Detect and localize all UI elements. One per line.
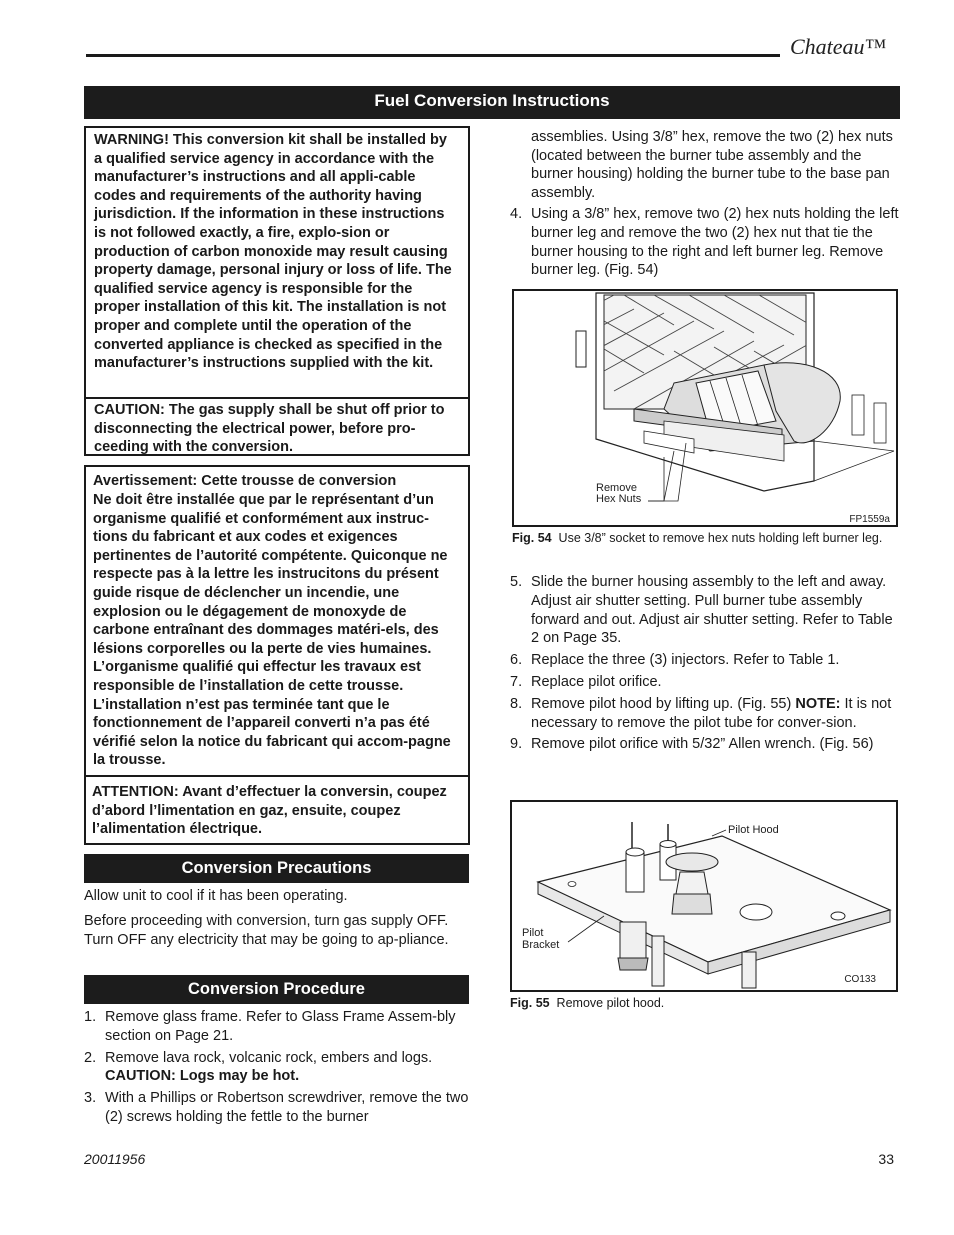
fig55-label-bracket-line2: Bracket xyxy=(522,939,560,951)
precautions-heading: Conversion Precautions xyxy=(84,854,469,883)
step-caution: CAUTION: Logs may be hot. xyxy=(105,1068,300,1085)
fig55-caption-text: Remove pilot hood. xyxy=(556,996,665,1010)
fireplace-burner-illustration xyxy=(514,291,896,525)
step-number: 8. xyxy=(510,695,523,712)
warning-box-english xyxy=(84,126,470,456)
step-number: 3. xyxy=(84,1090,97,1107)
fig55-caption-number: Fig. 55 xyxy=(510,996,550,1010)
fig55-label-hood: Pilot Hood xyxy=(728,824,779,836)
step-text: Remove pilot hood by lifting up. (Fig. 55) xyxy=(531,695,796,712)
fig54-code: FP1559a xyxy=(849,514,890,525)
step-number: 4. xyxy=(510,206,523,222)
fig54-label-line1: Remove xyxy=(596,482,637,494)
fig54-label-line2: Hex Nuts xyxy=(596,493,642,505)
step-note-text: It is not necessary to remove the pilot tube for conver-sion. xyxy=(531,695,892,731)
step-text: Remove glass frame. Refer to Glass Frame Assem-bly section on Page 21. xyxy=(105,1009,456,1044)
document-number: 20011956 xyxy=(84,1151,146,1167)
step-text: Replace the three (3) injectors. Refer to Table 1. xyxy=(531,652,840,669)
step-text: Replace pilot orifice. xyxy=(531,673,662,690)
list-item xyxy=(84,1049,469,1087)
header-rule xyxy=(86,54,780,57)
caution-text: CAUTION: The gas supply shall be shut off prior to disconnecting the electrical power, before pro-ceeding with the conversion. xyxy=(94,402,445,456)
list-item xyxy=(510,205,902,280)
page-number: 33 xyxy=(878,1151,894,1167)
precautions-paragraph-1: Allow unit to cool if it has been operating. xyxy=(84,888,348,904)
step-number: 5. xyxy=(510,574,523,590)
french-attention-text: ATTENTION: Avant d’effectuer la conversin, coupez d’abord l’limentation en gaz, ensuite, coupez l’alimentation électrique. xyxy=(92,784,447,838)
fig54-caption-text: Use 3/8” socket to remove hex nuts holding left burner leg. xyxy=(558,531,883,545)
step-number: 1. xyxy=(84,1009,97,1025)
step-number: 6. xyxy=(510,652,523,669)
fig55-label-bracket-line1: Pilot xyxy=(522,927,544,939)
warning-text: WARNING! This conversion kit shall be installed by a qualified service agency in accordance with the manufacturer’s instructions and all appli-cable codes and requirements of the authority having jurisdiction. If the information in these instructions is not followed exactly, a fire, explo-sion or production of carbon monoxide may result causing property damage, personal injury or loss of life. The qualified service agency is responsible for the proper installation of this kit. The installation is not proper and complete until the operation of the converted appliance is checked as specified in the manufacturer’s instructions supplied with the kit. xyxy=(94,132,452,372)
brand-name: Chateau™ xyxy=(790,34,887,59)
procedure-heading: Conversion Procedure xyxy=(84,975,469,1004)
list-item xyxy=(84,1008,469,1046)
fig55-caption xyxy=(510,995,898,1011)
fig54-caption-number: Fig. 54 xyxy=(512,531,552,545)
list-item xyxy=(84,1089,469,1127)
list-item xyxy=(510,673,902,692)
step-number: 2. xyxy=(84,1049,97,1066)
step-text: Slide the burner housing assembly to the left and away. Adjust air shutter setting. Pull burner tube assembly forward and out. Adjust air shutter setting. Refer to Table 2 on Page 35. xyxy=(531,574,893,647)
fig54-caption xyxy=(512,530,898,546)
warning-box-french xyxy=(84,465,470,845)
step-text: Remove lava rock, volcanic rock, embers and logs. xyxy=(105,1049,433,1066)
step-3-continued: assemblies. Using 3/8” hex, remove the two (2) hex nuts (located between the burner tube assembly and the burner housing) holding the burner tube to the base pan assembly. xyxy=(531,129,893,201)
step-text: Using a 3/8” hex, remove two (2) hex nuts holding the left burner leg and remove the two (2) hex nut that tie the burner housing to the right and left burner leg. Remove burner leg. (Fig. 54) xyxy=(531,206,899,279)
step-text: Remove pilot orifice with 5/32” Allen wrench. (Fig. 56) xyxy=(531,736,874,753)
list-item xyxy=(510,573,902,648)
french-warning-heading: Avertissement: Cette trousse de conversion xyxy=(93,473,397,489)
step-number: 7. xyxy=(510,673,523,690)
step-note: NOTE: xyxy=(795,695,841,712)
step-number: 9. xyxy=(510,736,523,753)
warning-divider xyxy=(86,397,468,399)
figure-54 xyxy=(512,289,898,527)
french-warning-divider xyxy=(86,775,468,777)
step-text: With a Phillips or Robertson screwdriver, remove the two (2) screws holding the fettle to the burner xyxy=(105,1090,469,1125)
list-item xyxy=(510,695,902,733)
french-warning-text: Ne doit être installée que par le représentant d’un organisme qualifié et conformément aux instruc-tions du fabricant et aux codes et exigences pertinentes de l’autorité compétente. Quiconque ne respecte pas à la lettre les instrucitons du présent guide risque de déclencher un incendie, une explosion ou le dégagement de monoxyde de carbone entraînant des dommages matéri-els, des lésions corporelles ou la perte de vies humaines. L’organisme qualifié qui effectur les travaux est responsible de l’installation de cette trousse. L’installation n’est pas terminée tant que le fonctionnement de l’appareil converti n’a pas été vérifié selon la notice du fabricant qui accom-pagne la trousse. xyxy=(93,492,451,769)
procedure-step-4 xyxy=(510,205,902,283)
pilot-assembly-illustration xyxy=(512,802,896,990)
page-title: Fuel Conversion Instructions xyxy=(84,86,900,119)
list-item xyxy=(510,651,902,670)
list-item xyxy=(510,735,902,754)
figure-55 xyxy=(510,800,898,992)
precautions-paragraph-2: Before proceeding with conversion, turn gas supply OFF. Turn OFF any electricity that may be going to ap-pliance. xyxy=(84,913,449,948)
procedure-steps-right xyxy=(510,573,902,757)
procedure-steps-left xyxy=(84,1008,469,1130)
fig55-code: CO133 xyxy=(844,974,876,985)
